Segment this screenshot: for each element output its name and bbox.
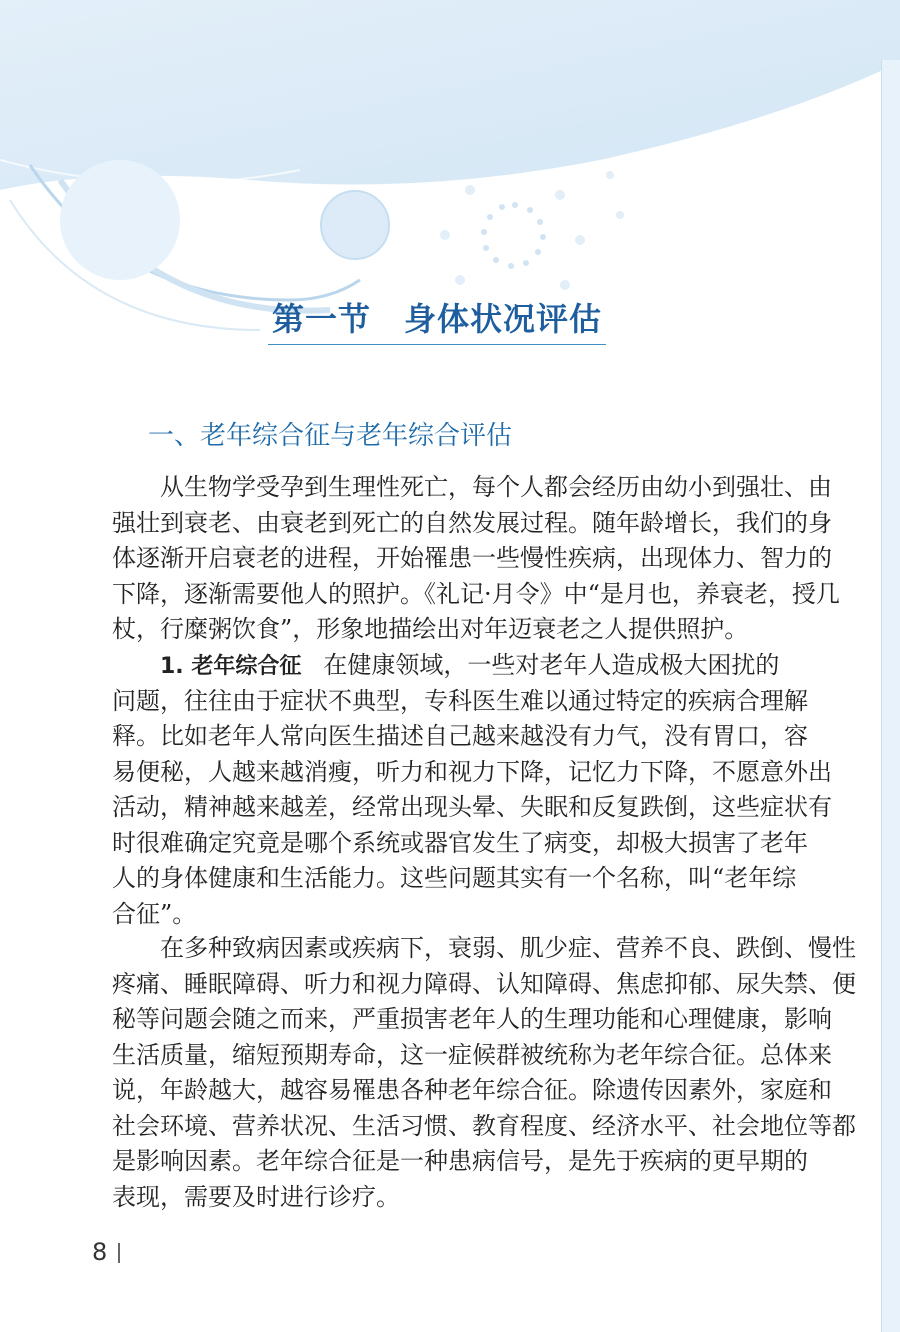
text-line: 在多种致病因素或疾病下，衰弱、肌少症、营养不良、跌倒、慢性 [160,934,856,962]
paragraph-2 [112,648,832,932]
text-line: 从生物学受孕到生理性死亡，每个人都会经历由幼小到强壮、由 [160,473,832,501]
page-number: 8 [92,1238,108,1266]
header-decoration [0,0,900,420]
text-line: 问题，往往由于症状不典型，专科医生难以通过特定的疾病合理解 [112,686,808,715]
text-line: 说，年龄越大，越容易罹患各种老年综合征。除遗传因素外，家庭和 [112,1076,832,1104]
text-line: 表现，需要及时进行诊疗。 [112,1182,400,1211]
text-line: 释。比如老年人常向医生描述自己越来越没有力气，没有胃口，容 [112,722,808,750]
text-line: 生活质量，缩短预期寿命，这一症候群被统称为老年综合征。总体来 [112,1040,832,1069]
text-line: 体逐渐开启衰老的进程，开始罹患一些慢性疾病，出现体力、智力的 [112,544,832,572]
text-line: 合征”。 [112,899,197,928]
chapter-title: 第一节 身体状况评估 [271,300,602,338]
page-edge-line [881,60,882,1332]
inline-heading: 1. 老年综合征 [160,654,302,679]
paragraph-1 [112,470,840,648]
text-line: 是影响因素。老年综合征是一种患病信号，是先于疾病的更早期的 [112,1147,808,1175]
text-line: 下降，逐渐需要他人的照护。《礼记·月令》中“是月也，养衰老，授几 [112,579,840,608]
text-line: 易便秘，人越来越消瘦，听力和视力下降，记忆力下降，不愿意外出 [112,757,832,786]
text-line: 人的身体健康和生活能力。这些问题其实有一个名称，叫“老年综 [112,864,797,892]
page-number-separator [118,1243,120,1263]
text-line: 活动，精神越来越差，经常出现头晕、失眠和反复跌倒，这些症状有 [112,793,832,821]
title-underline [268,344,606,345]
paragraph-3 [112,931,856,1215]
page-edge-strip [882,60,900,1332]
text-line: 社会环境、营养状况、生活习惯、教育程度、经济水平、社会地位等都 [112,1111,856,1140]
text-line: 时很难确定究竟是哪个系统或器官发生了病变，却极大损害了老年 [112,828,808,857]
text-line: 秘等问题会随之而来，严重损害老年人的生理功能和心理健康，影响 [112,1005,832,1033]
first-line-rest: 在健康领域，一些对老年人造成极大困扰的 [323,651,780,679]
section-heading: 一、老年综合征与老年综合评估 [148,421,513,451]
text-line [112,648,780,684]
text-line: 疼痛、睡眠障碍、听力和视力障碍、认知障碍、焦虑抑郁、尿失禁、便 [112,969,856,998]
text-line: 强壮到衰老、由衰老到死亡的自然发展过程。随年龄增长，我们的身 [112,508,832,537]
text-line: 杖，行糜粥饮食”，形象地描绘出对年迈衰老之人提供照护。 [112,615,749,643]
